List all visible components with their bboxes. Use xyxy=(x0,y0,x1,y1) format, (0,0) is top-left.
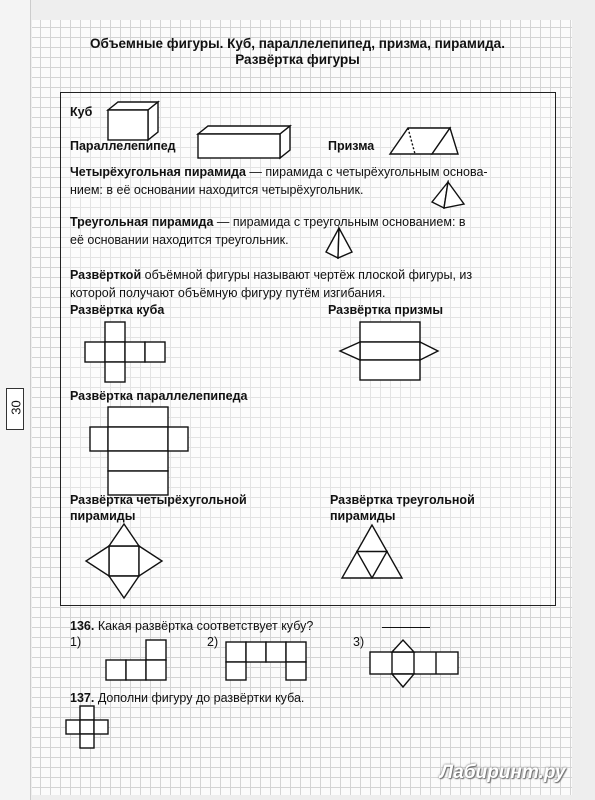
option-3-label: 3) xyxy=(353,635,365,649)
quad-pyramid-figure xyxy=(430,180,466,210)
tri-pyramid-line2: её основании находится треугольник. xyxy=(70,233,289,247)
net-def-line1: объёмной фигуры называют чертёж плоской фигуры, из xyxy=(141,268,473,282)
title-line-2: Развёртка фигуры xyxy=(235,52,360,67)
option-1-net[interactable] xyxy=(106,638,168,682)
watermark-logo: Лабиринт.ру xyxy=(440,762,566,783)
net-definition xyxy=(70,266,552,302)
task-137-figure[interactable] xyxy=(66,704,110,758)
task-137-text: Дополни фигуру до развёртки куба. xyxy=(94,691,305,705)
tri-net-line2: пирамиды xyxy=(330,509,396,523)
tri-pyramid-line1: — пирамида с треугольным основанием: в xyxy=(213,215,466,229)
parallelepiped-net-figure xyxy=(88,405,192,499)
tri-net-line1: Развёртка треугольной xyxy=(330,493,475,507)
task-136-number: 136. xyxy=(70,619,95,633)
cube-net-figure xyxy=(84,320,168,384)
task-136-text: Какая развёртка соответствует кубу? xyxy=(94,619,314,633)
label-prism-net: Развёртка призмы xyxy=(328,303,444,317)
tri-pyramid-net-figure xyxy=(340,522,404,582)
task-137-number: 137. xyxy=(70,691,95,705)
quad-net-line2: пирамиды xyxy=(70,509,136,523)
option-2-net[interactable] xyxy=(224,640,308,682)
title-line-1: Объемные фигуры. Куб, параллелепипед, призма, пирамида. xyxy=(90,36,505,51)
prism-figure xyxy=(388,124,462,162)
label-quad-pyramid-net xyxy=(70,492,247,524)
tri-pyramid-definition xyxy=(70,213,552,249)
net-def-line2: которой получают объёмную фигуру путём изгибания. xyxy=(70,286,386,300)
label-parallelepiped: Параллелепипед xyxy=(70,139,176,153)
tri-pyramid-figure xyxy=(324,226,354,260)
quad-pyramid-line1: — пирамида с четырёхугольным основа- xyxy=(245,165,488,179)
tri-pyramid-term: Треугольная пирамида xyxy=(70,215,214,229)
option-3-net[interactable] xyxy=(368,638,460,690)
option-2-label: 2) xyxy=(207,635,219,649)
page-title xyxy=(0,36,595,68)
net-term: Развёрткой xyxy=(70,268,142,282)
option-1-label: 1) xyxy=(70,635,82,649)
task-136-answer-blank[interactable] xyxy=(382,627,430,628)
label-tri-pyramid-net xyxy=(330,492,475,524)
label-parallelepiped-net: Развёртка параллелепипеда xyxy=(70,389,248,403)
label-cube-net: Развёртка куба xyxy=(70,303,165,317)
quad-pyramid-term: Четырёхугольная пирамида xyxy=(70,165,246,179)
page-number: 30 xyxy=(8,400,24,415)
label-prism: Призма xyxy=(328,139,375,153)
task-136 xyxy=(70,618,313,635)
quad-pyramid-definition xyxy=(70,163,552,199)
prism-net-figure xyxy=(338,320,440,384)
label-cube: Куб xyxy=(70,105,93,119)
quad-net-line1: Развёртка четырёхугольной xyxy=(70,493,247,507)
quad-pyramid-line2: нием: в её основании находится четырёхугольник. xyxy=(70,183,364,197)
quad-pyramid-net-figure xyxy=(84,522,164,600)
parallelepiped-figure xyxy=(196,124,292,162)
